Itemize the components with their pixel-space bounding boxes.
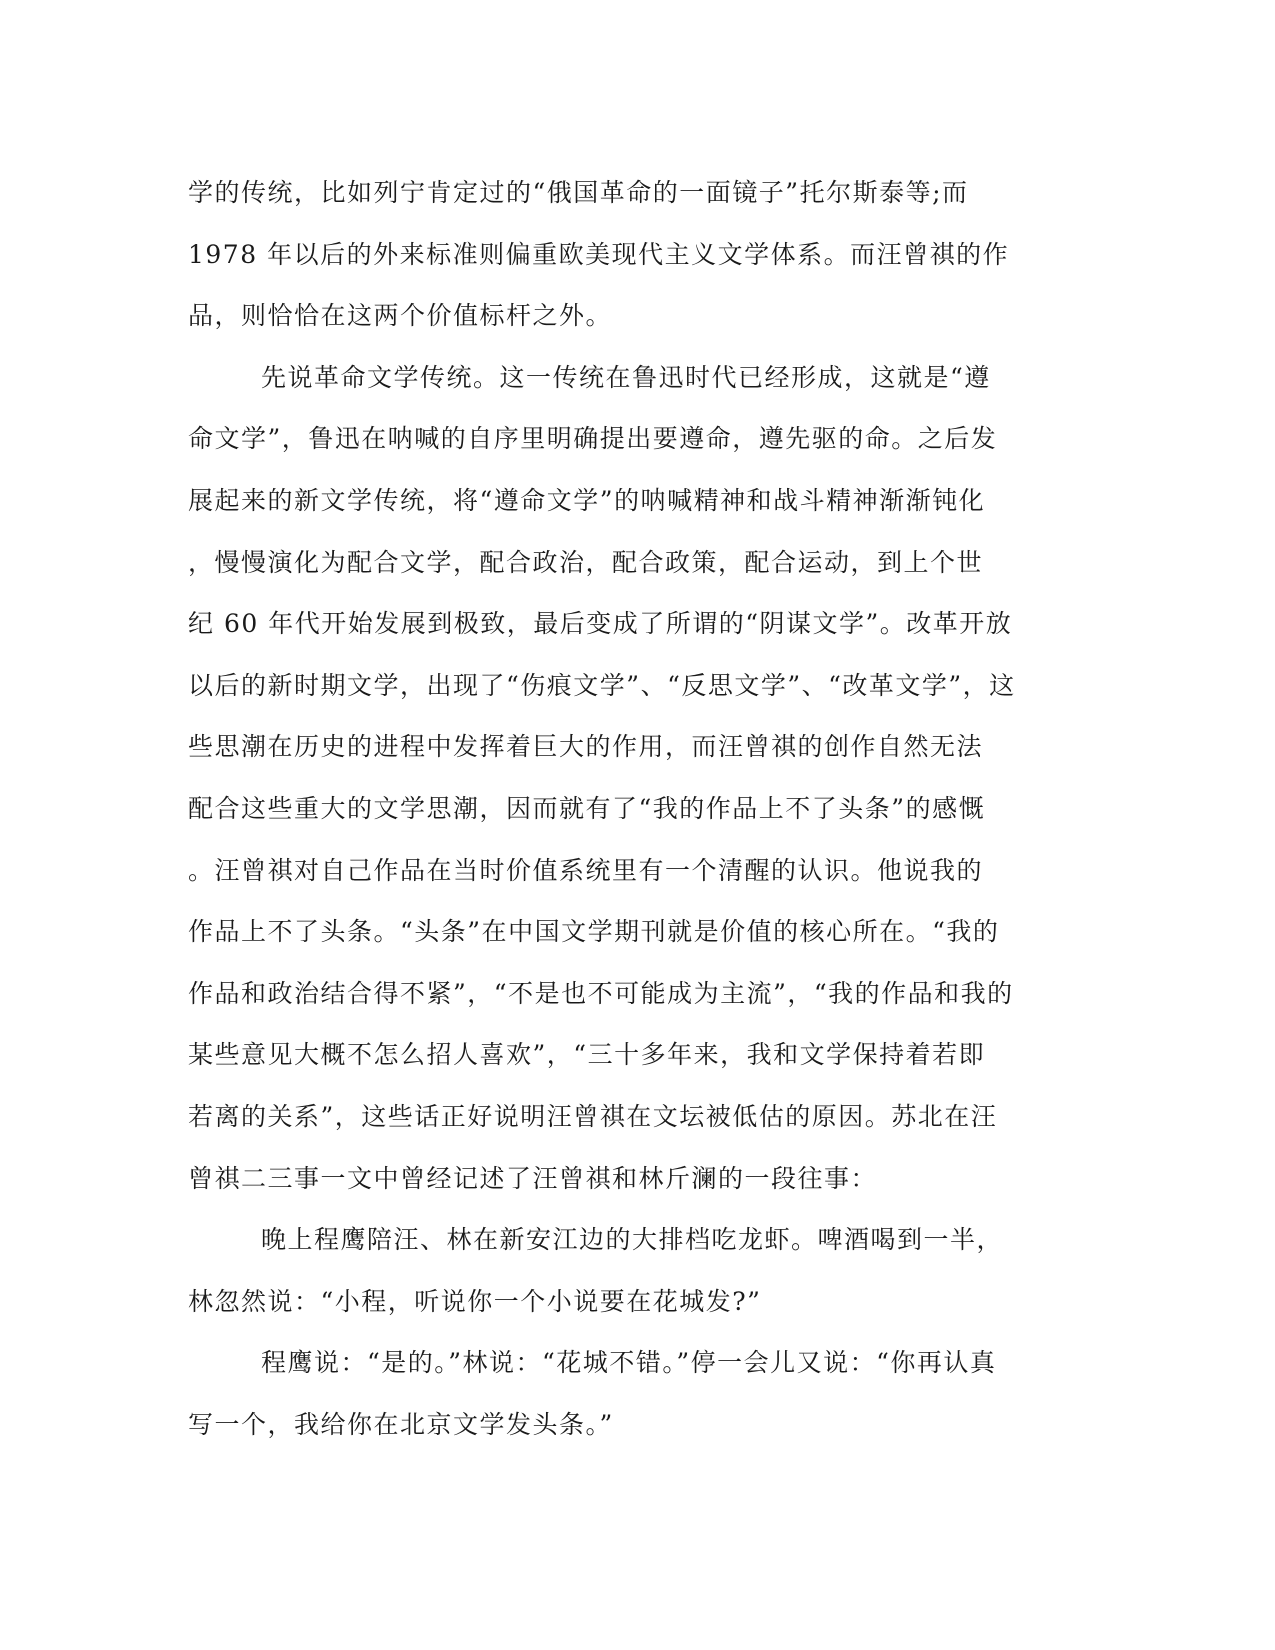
text-line: 学的传统，比如列宁肯定过的“俄国革命的一面镜子”托尔斯泰等;而 bbox=[188, 178, 969, 207]
text-line: 写一个，我给你在北京文学发头条。” bbox=[188, 1409, 614, 1439]
text-line: 些思潮在历史的进程中发挥着巨大的作用，而汪曾祺的创作自然无法 bbox=[188, 732, 984, 762]
text-line: 1978 年以后的外来标准则偏重欧美现代主义文学体系。而汪曾祺的作 bbox=[188, 239, 1010, 269]
text-line: 程鹰说：“是的。”林说：“花城不错。”停一会儿又说：“你再认真 bbox=[261, 1348, 997, 1378]
text-line: 作品上不了头条。“头条”在中国文学期刊就是价值的核心所在。“我的 bbox=[188, 917, 1000, 947]
text-line: 命文学”，鲁迅在呐喊的自序里明确提出要遵命，遵先驱的命。之后发 bbox=[188, 424, 998, 454]
text-line: 品，则恰恰在这两个价值标杆之外。 bbox=[188, 301, 613, 331]
text-line: 先说革命文学传统。这一传统在鲁迅时代已经形成，这就是“遵 bbox=[261, 362, 991, 392]
text-line: 。汪曾祺对自己作品在当时价值系统里有一个清醒的认识。他说我的 bbox=[188, 855, 984, 885]
text-line: 若离的关系”，这些话正好说明汪曾祺在文坛被低估的原因。苏北在汪 bbox=[188, 1101, 998, 1131]
text-line: 作品和政治结合得不紧”，“不是也不可能成为主流”，“我的作品和我的 bbox=[188, 978, 1014, 1008]
text-line: 展起来的新文学传统，将“遵命文学”的呐喊精神和战斗精神渐渐钝化 bbox=[188, 485, 986, 515]
text-line: 纪 60 年代开始发展到极致，最后变成了所谓的“阴谋文学”。改革开放 bbox=[188, 609, 1013, 639]
text-line: 曾祺二三事一文中曾经记述了汪曾祺和林斤澜的一段往事： bbox=[188, 1163, 878, 1193]
text-line: 晚上程鹰陪汪、林在新安江边的大排档吃龙虾。啤酒喝到一半， bbox=[261, 1225, 1004, 1255]
text-line: 配合这些重大的文学思潮，因而就有了“我的作品上不了头条”的感慨 bbox=[188, 793, 986, 823]
text-line: 林忽然说：“小程，听说你一个小说要在花城发?” bbox=[188, 1286, 762, 1316]
text-line: ，慢慢演化为配合文学，配合政治，配合政策，配合运动，到上个世 bbox=[188, 547, 984, 577]
text-line: 某些意见大概不怎么招人喜欢”，“三十多年来，我和文学保持着若即 bbox=[188, 1040, 986, 1070]
body-text bbox=[188, 162, 1088, 1455]
text-line: 以后的新时期文学，出现了“伤痕文学”、“反思文学”、“改革文学”，这 bbox=[188, 670, 1016, 700]
